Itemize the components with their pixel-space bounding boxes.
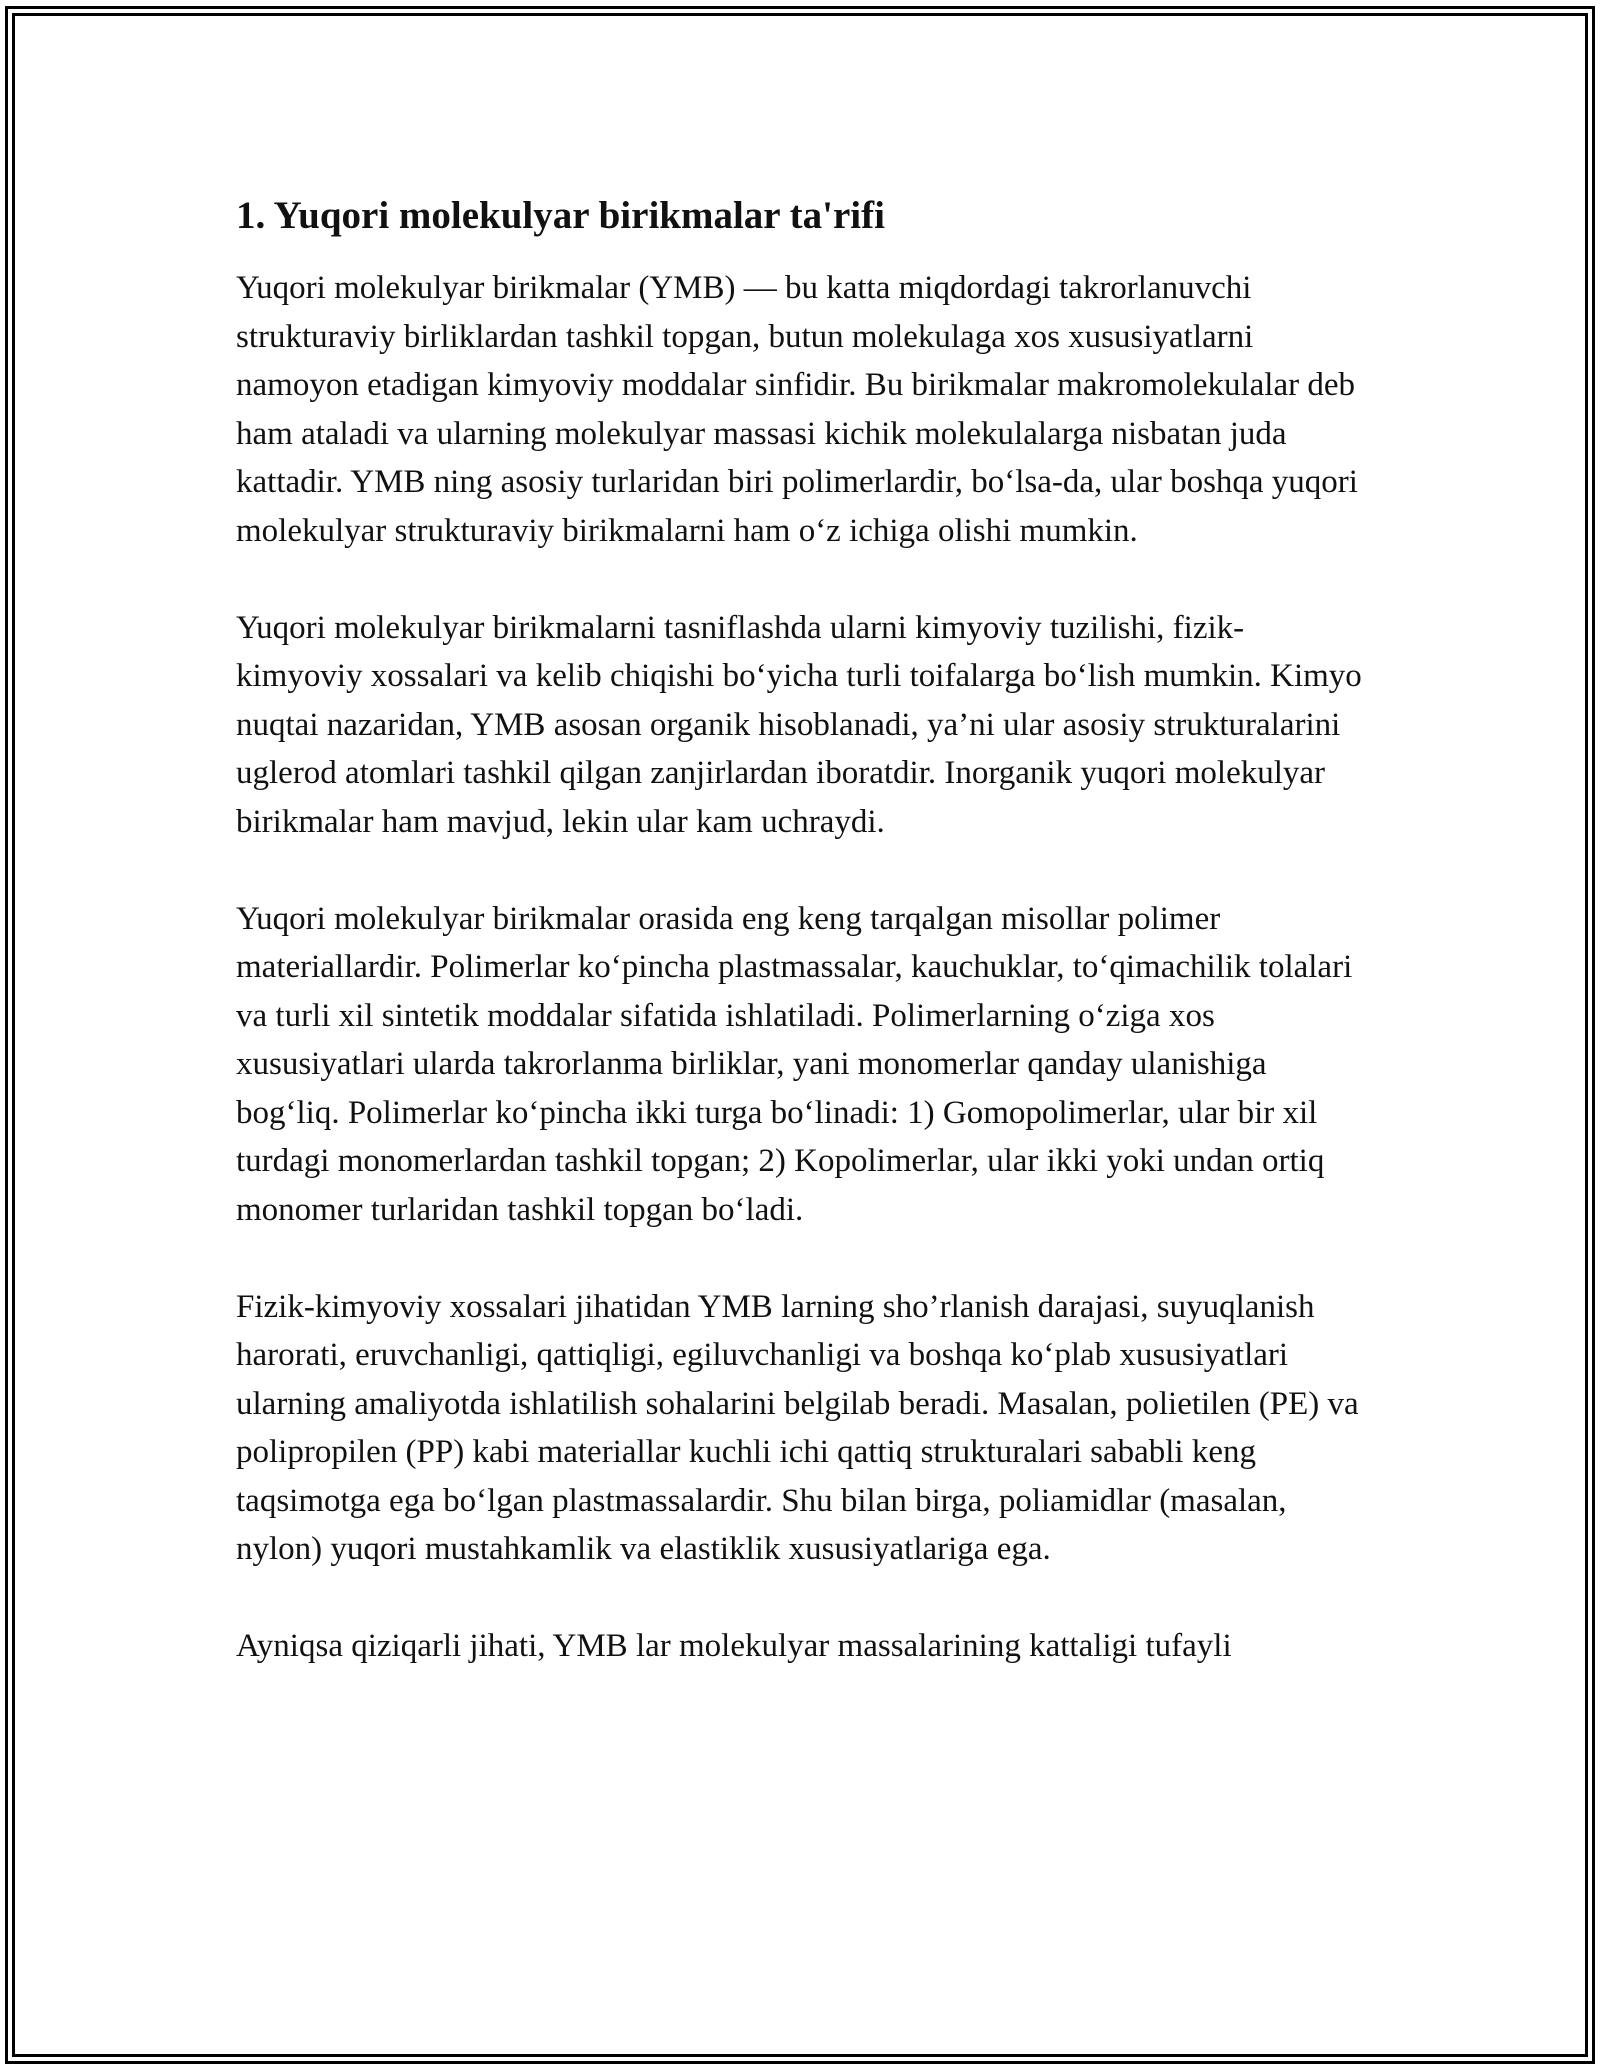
paragraph-polymers: Yuqori molekulyar birikmalar orasida eng keng tarqalgan misollar polimer materiallardir. Polimerlar ko‘pincha plastmassalar, kauchuklar, to‘qimachilik tolalari va turli xil sintetik moddalar sifatida ishlatiladi. Polimerlarning o‘ziga xos xususiyatlari ularda takrorlanma birliklar, yani monomerlar qanday ulanishiga bog‘liq. Polimerlar ko‘pincha ikki turga bo‘linadi: 1) Gomopolimerlar, ular bir xil turdagi monomerlardan tashkil topgan; 2) Kopolimerlar, ular ikki yoki undan ortiq monomer turlaridan tashkil topgan bo‘ladi. [236,900,1353,1228]
document-body [236,186,1366,1719]
paragraph-properties: Fizik-kimyoviy xossalari jihatidan YMB larning sho’rlanish darajasi, suyuqlanish harorati, eruvchanligi, qattiqligi, egiluvchanligi va boshqa ko‘plab xususiyatlari ularning amaliyotda ishlatilish sohalarini belgilab beradi. Masalan, polietilen (PE) va polipropilen (PP) kabi materiallar kuchli ichi qattiq strukturalari sababli keng taqsimotga ega bo‘lgan plastmassalardir. Shu bilan birga, poliamidlar (masalan, nylon) yuqori mustahkamlik va elastiklik xususiyatlariga ega. [236,1288,1359,1567]
paragraph-definition: Yuqori molekulyar birikmalar (YMB) — bu katta miqdordagi takrorlanuvchi strukturaviy birliklardan tashkil topgan, butun molekulaga xos xususiyatlarni namoyon etadigan kimyoviy moddalar sinfidir. Bu birikmalar makromolekulalar deb ham ataladi va ularning molekulyar massasi kichik molekulalarga nisbatan juda kattadir. YMB ning asosiy turlaridan biri polimerlardir, bo‘lsa-da, ular boshqa yuqori molekulyar strukturaviy birikmalarni ham o‘z ichiga olishi mumkin. [236,270,1358,549]
paragraph-classification: Yuqori molekulyar birikmalarni tasniflashda ularni kimyoviy tuzilishi, fizik-kimyoviy xossalari va kelib chiqishi bo‘yicha turli toifalarga bo‘lish mumkin. Kimyo nuqtai nazaridan, YMB asosan organik hisoblanadi, ya’ni ular asosiy strukturalarini uglerod atomlari tashkil qilgan zanjirlardan iboratdir. Inorganik yuqori molekulyar birikmalar ham mavjud, lekin ular kam uchraydi. [236,609,1362,840]
paragraph-molecular-mass: Ayniqsa qiziqarli jihati, YMB lar molekulyar massalarining kattaligi tufayli [236,1628,1232,1664]
section-heading: 1. Yuqori molekulyar birikmalar ta'rifi [236,194,885,237]
